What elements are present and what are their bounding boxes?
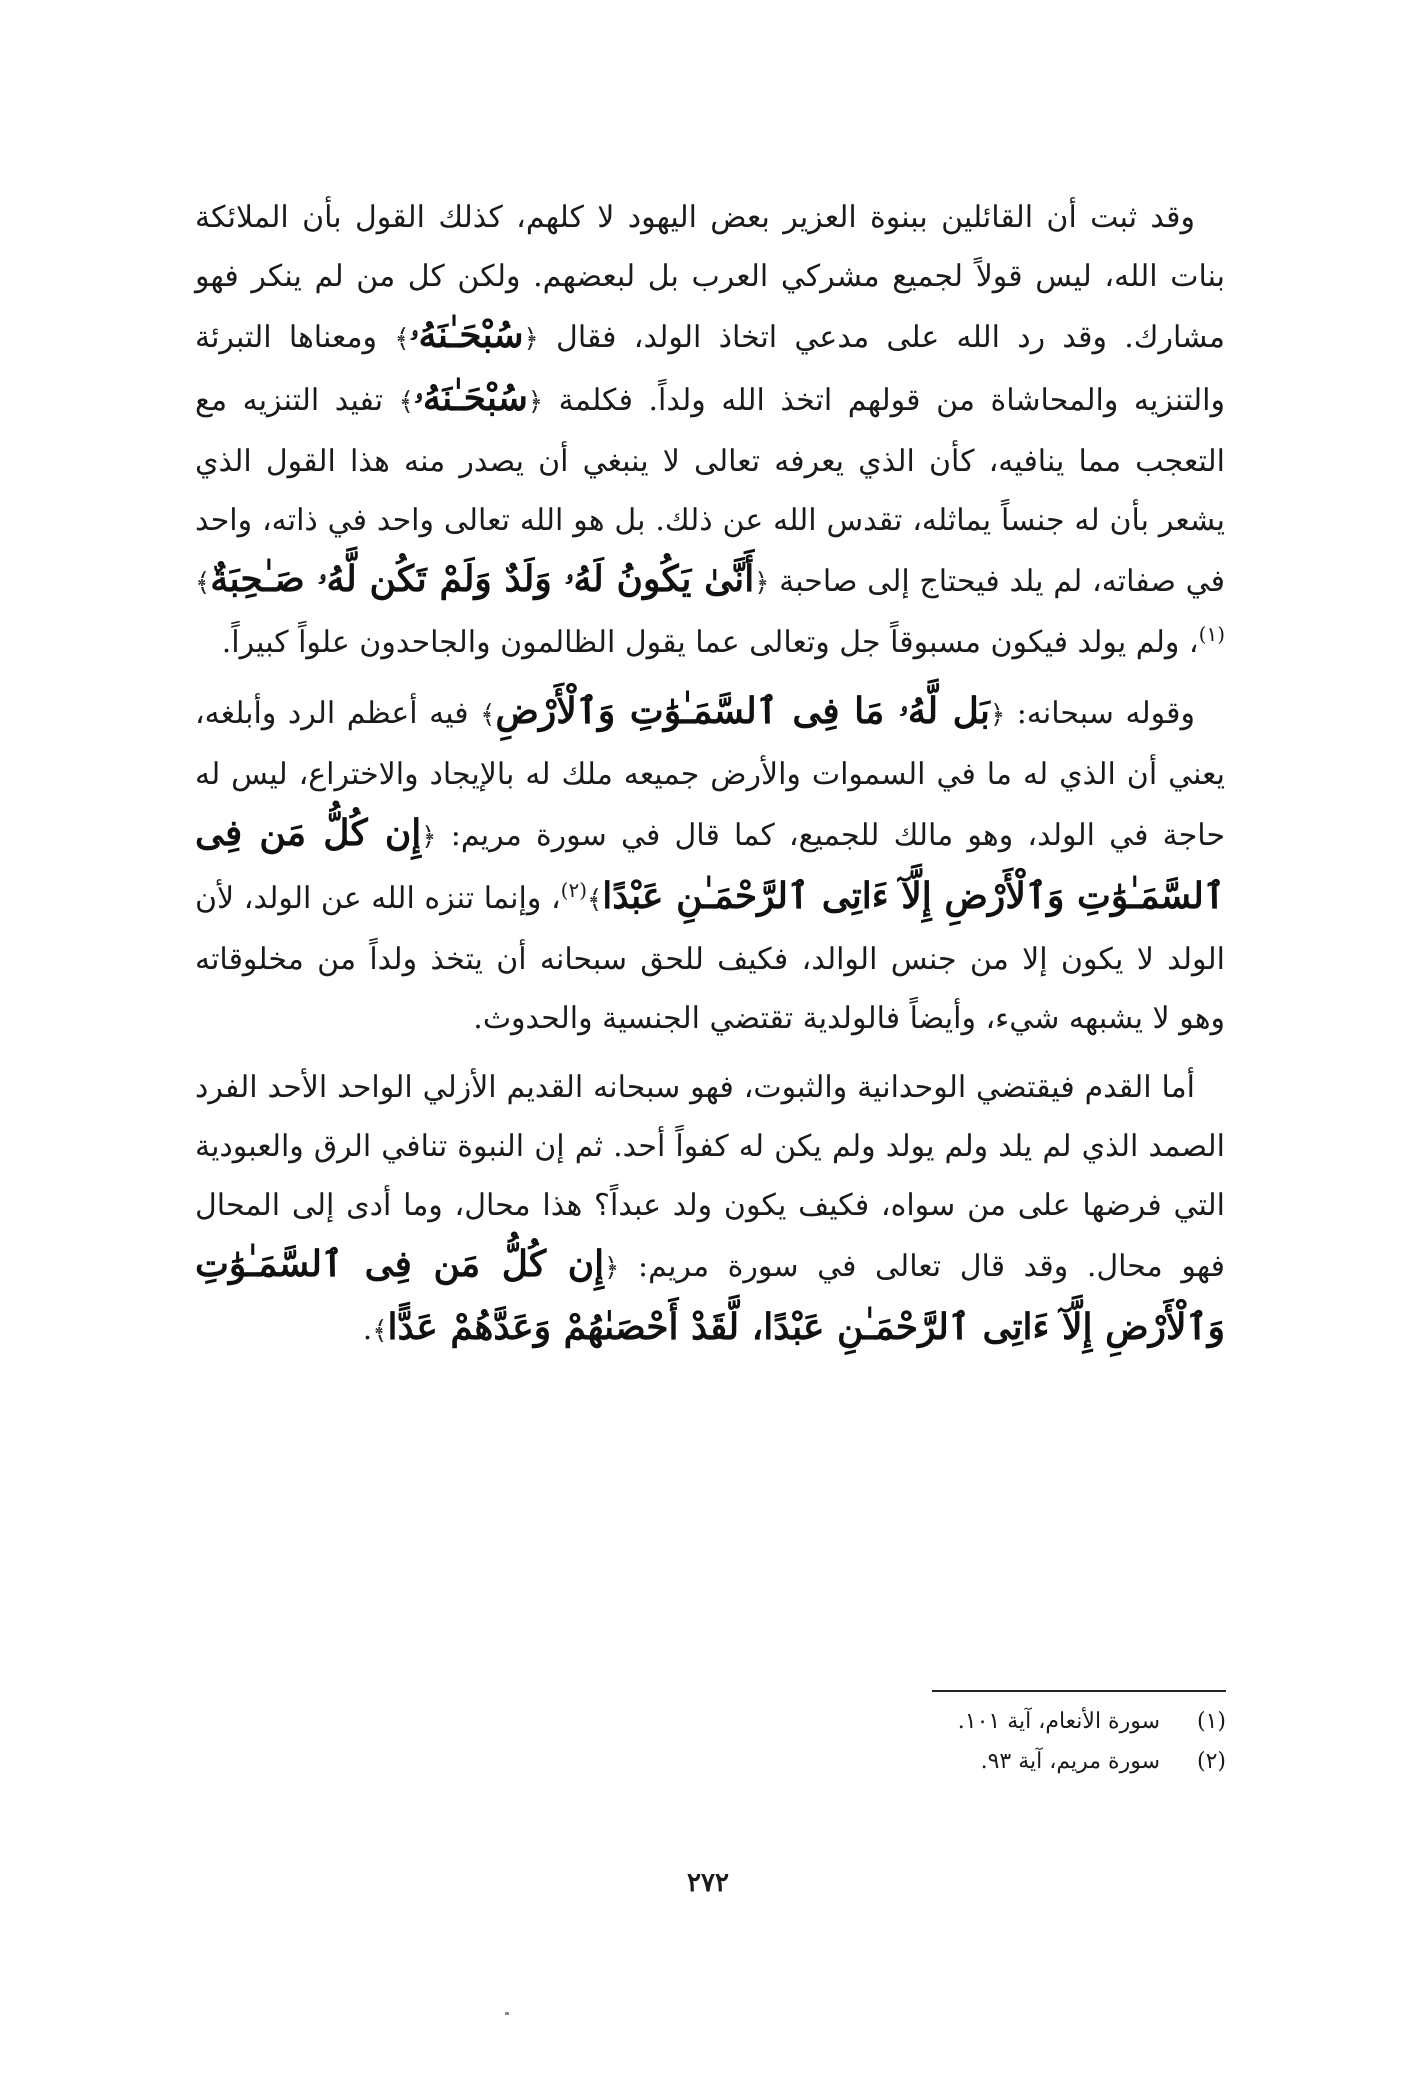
footnote-item — [700, 1702, 1226, 1742]
paragraph-text: وقوله سبحانه: — [1005, 696, 1196, 731]
ornate-bracket-open: ﴿ — [421, 822, 437, 852]
ornate-bracket-open: ﴿ — [989, 700, 1006, 730]
quran-verse: إِن كُلُّ مَن فِى ٱلسَّمَـٰوَٰتِ وَٱلْأَرْضِ إِلَّآ ءَاتِى ٱلرَّحْمَـٰنِ عَبْدًا — [195, 812, 1225, 917]
quran-verse: أَنَّىٰ يَكُونُ لَهُۥ وَلَدٌ وَلَمْ تَكُن لَّهُۥ صَـٰحِبَةٌ — [210, 558, 755, 600]
ornate-bracket-close: ﴾ — [394, 324, 410, 354]
paragraph-text: . — [362, 1312, 373, 1347]
footnote-item — [700, 1742, 1226, 1782]
scan-speck — [505, 2012, 509, 2015]
ornate-bracket-open: ﴿ — [523, 324, 539, 354]
paragraph-text: أما القدم فيقتضي الوحدانية والثبوت، فهو سبحانه القديم الأزلي الواحد الأحد الفرد الصمد الذي لم يلد ولم يولد ولم يكن له كفواً أحد. ثم إن النبوة تنافي الرق والعبودية التي فرضها على من سواه، فكيف يكون ولد عبداً؟ هذا محال، وما أدى إلى المحال فهو محال. وقد قال تعالى في سورة مريم: — [195, 1070, 1225, 1284]
ornate-bracket-open: ﴿ — [604, 1253, 620, 1283]
ornate-bracket-close: ﴾ — [480, 700, 496, 730]
quran-verse: بَل لَّهُۥ مَا فِى ٱلسَّمَـٰوَٰتِ وَٱلْأَرْضِ — [495, 690, 990, 732]
paragraph — [195, 682, 1225, 1048]
paragraph-text: ومعناها التبرئة والتنزيه والمحاشاة من قولهم اتخذ الله ولداً. فكلمة — [195, 320, 1225, 418]
paragraph — [195, 188, 1225, 672]
footnote-separator — [932, 1690, 1226, 1692]
ornate-bracket-open: ﴿ — [754, 568, 770, 598]
ornate-bracket-close: ﴾ — [372, 1316, 388, 1346]
footnote-text: سورة الأنعام، آية ١٠١. — [957, 1709, 1160, 1734]
footnotes — [700, 1702, 1226, 1782]
quran-verse: إِن كُلُّ مَن فِى ٱلسَّمَـٰوَٰتِ وَٱلْأَرْضِ إِلَّآ ءَاتِى ٱلرَّحْمَـٰنِ عَبْدًا، لَّقَدْ أَحْصَىٰهُمْ وَعَدَّهُمْ عَدًّا — [195, 1243, 1225, 1348]
footnote-number: (٢) — [1196, 1749, 1226, 1774]
ornate-bracket-open: ﴿ — [527, 387, 544, 417]
footnote-reference: (١) — [1198, 622, 1225, 646]
paragraph-text: ، وإنما تنزه الله عن الولد، لأن الولد لا يكون إلا من جنس الوالد، فكيف للحق سبحانه أن يتخذ ولداً من مخلوقاته وهو لا يشبهه شيء، وأيضاً فالولدية تقتضي الجنسية والحدوث. — [195, 881, 1225, 1036]
paragraph-text: وقد ثبت أن القائلين ببنوة العزير بعض اليهود لا كلهم، كذلك القول بأن الملائكة بنات الله، ليس قولاً لجميع مشركي العرب بل لبعضهم. ولكن كل من لم ينكر فهو مشارك. وقد رد الله على مدعي اتخاذ الولد، فقال — [195, 200, 1225, 355]
page-number: ٢٧٢ — [687, 1868, 729, 1898]
quran-verse: سُبْحَـٰنَهُۥ — [413, 377, 528, 419]
ornate-bracket-close: ﴾ — [195, 568, 211, 598]
footnote-text: سورة مريم، آية ٩٣. — [980, 1749, 1160, 1774]
main-text-body — [195, 188, 1225, 1371]
paragraph — [195, 1058, 1225, 1361]
paragraph-text: فيه أعظم الرد وأبلغه، يعني أن الذي له ما في السموات والأرض جميعه ملك له بالإيجاد والاختراع، ليس له حاجة في الولد، وهو مالك للجميع، كما قال في سورة مريم: — [195, 696, 1225, 853]
footnote-number: (١) — [1196, 1709, 1226, 1734]
ornate-bracket-close: ﴾ — [587, 885, 603, 915]
quran-verse: سُبْحَـٰنَهُۥ — [409, 314, 524, 356]
paragraph-text: تفيد التنزيه مع التعجب مما ينافيه، كأن الذي يعرفه تعالى لا ينبغي أن يصدر منه هذا القول الذي يشعر بأن له جنساً يماثله، تقدس الله عن ذلك. بل هو الله تعالى واحد في ذاته، واحد في صفاته، لم يلد فيحتاج إلى صاحبة — [195, 383, 1226, 599]
footnote-reference: (٢) — [560, 878, 588, 902]
paragraph-text: ، ولم يولد فيكون مسبوقاً جل وتعالى عما يقول الظالمون والجاحدون علواً كبيراً. — [221, 625, 1199, 660]
ornate-bracket-close: ﴾ — [398, 387, 414, 417]
